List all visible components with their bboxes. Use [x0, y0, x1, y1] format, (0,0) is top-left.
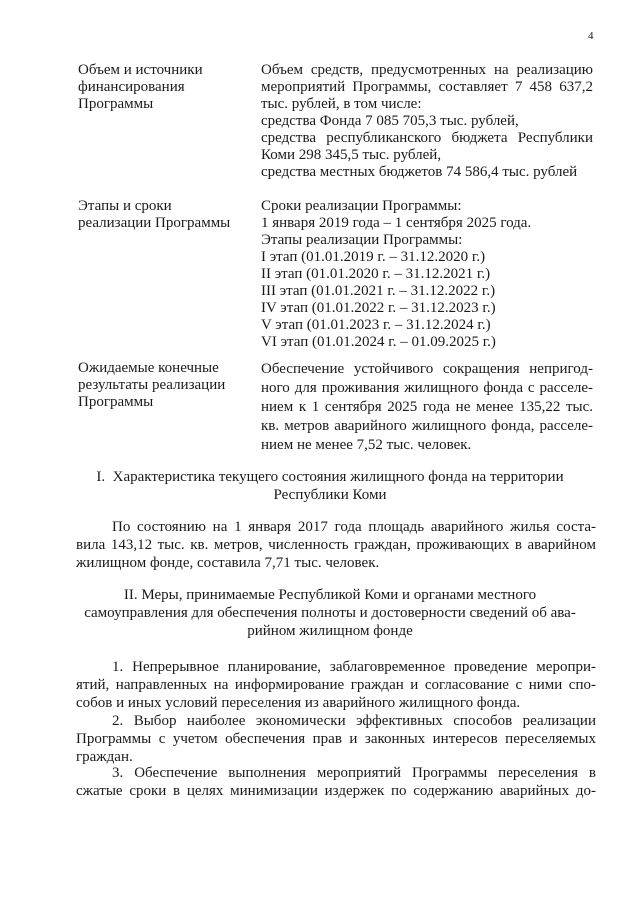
value-line: тыс. рублей, в том числе:	[261, 96, 422, 112]
paragraph-line: собов и иных условий переселения из аварийного жилищного фонда.	[76, 695, 521, 711]
stage-line: I этап (01.01.2019 г. – 31.12.2020 г.)	[261, 249, 486, 265]
label-line: результаты реализации	[78, 377, 226, 393]
value-line: средства местных бюджетов 74 586,4 тыс. рублей	[261, 164, 578, 180]
paragraph-line: 1. Непрерывное планирование, заблаговременное проведение меропри-	[112, 659, 596, 675]
value-line: нием к 1 сентября 2025 года не менее 135,22 тыс.	[261, 399, 593, 415]
stage-line: V этап (01.01.2023 г. – 31.12.2024 г.)	[261, 317, 491, 333]
passport-value-results	[261, 360, 593, 455]
heading-line: Республики Коми	[273, 487, 387, 503]
paragraph-line: Программы с учетом обеспечения прав и законных интересов переселяемых	[76, 731, 596, 747]
stage-line: II этап (01.01.2020 г. – 31.12.2021 г.)	[261, 266, 491, 282]
value-line: Сроки реализации Программы:	[261, 198, 462, 214]
stage-line: IV этап (01.01.2022 г. – 31.12.2023 г.)	[261, 300, 496, 316]
section-1-heading	[70, 468, 590, 504]
value-line: Этапы реализации Программы:	[261, 232, 463, 248]
value-line: ного для проживания жилищного фонда с расселе-	[261, 380, 593, 396]
stage-line: III этап (01.01.2021 г. – 31.12.2022 г.)	[261, 283, 496, 299]
paragraph-line: 3. Обеспечение выполнения мероприятий Программы переселения в	[112, 765, 596, 781]
label-line: Программы	[78, 96, 154, 112]
section-2-item-2	[76, 712, 596, 766]
heading-line: самоуправления для обеспечения полноты и достоверности сведений об ава-	[84, 605, 576, 621]
label-line: Объем и источники	[78, 62, 203, 78]
page-number: 4	[588, 30, 594, 42]
label-line: финансирования	[78, 79, 185, 95]
heading-line: II. Меры, принимаемые Республикой Коми и органами местного	[123, 587, 537, 603]
paragraph-line: сжатые сроки в целях минимизации издержек по содержанию аварийных до-	[76, 783, 596, 799]
value-line: Обеспечение устойчивого сокращения непригод-	[261, 361, 593, 377]
paragraph-line: ятий, направленных на информирование граждан и согласование с ними спо-	[76, 677, 596, 693]
paragraph-line: 2. Выбор наиболее экономически эффективных способов реализации	[112, 713, 596, 729]
heading-line: рийном жилищном фонде	[247, 623, 413, 639]
value-line: средства республиканского бюджета Республики	[261, 130, 593, 146]
value-line: 1 января 2019 года – 1 сентября 2025 года.	[261, 215, 532, 231]
value-line: Объем средств, предусмотренных на реализацию	[261, 62, 593, 78]
passport-value-financing	[261, 62, 593, 181]
section-1-paragraph	[76, 518, 596, 572]
label-line: Ожидаемые конечные	[78, 360, 219, 376]
value-line: нием не менее 7,52 тыс. человек.	[261, 437, 472, 453]
passport-label-financing	[78, 62, 248, 113]
section-2-heading	[70, 586, 590, 640]
value-line: кв. метров аварийного жилищного фонда, расселе-	[261, 418, 593, 434]
passport-value-stages	[261, 198, 593, 351]
heading-line: I. Характеристика текущего состояния жилищного фонда на территории	[96, 469, 564, 485]
label-line: Программы	[78, 394, 154, 410]
paragraph-line: жилищном фонде, составила 7,71 тыс. человек.	[76, 555, 380, 571]
section-2-item-1	[76, 658, 596, 712]
passport-label-stages	[78, 198, 248, 232]
label-line: реализации Программы	[78, 215, 231, 231]
value-line: Коми 298 345,5 тыс. рублей,	[261, 147, 442, 163]
value-line: мероприятий Программы, составляет 7 458 637,2	[261, 79, 593, 95]
section-2-item-3	[76, 764, 596, 800]
value-line: средства Фонда 7 085 705,3 тыс. рублей,	[261, 113, 519, 129]
paragraph-line: граждан.	[76, 749, 133, 765]
label-line: Этапы и сроки	[78, 198, 172, 214]
paragraph-line: вила 143,12 тыс. кв. метров, численность граждан, проживающих в аварийном	[76, 537, 596, 553]
passport-label-results	[78, 360, 248, 411]
paragraph-line: По состоянию на 1 января 2017 года площадь аварийного жилья соста-	[112, 519, 596, 535]
stage-line: VI этап (01.01.2024 г. – 01.09.2025 г.)	[261, 334, 496, 350]
